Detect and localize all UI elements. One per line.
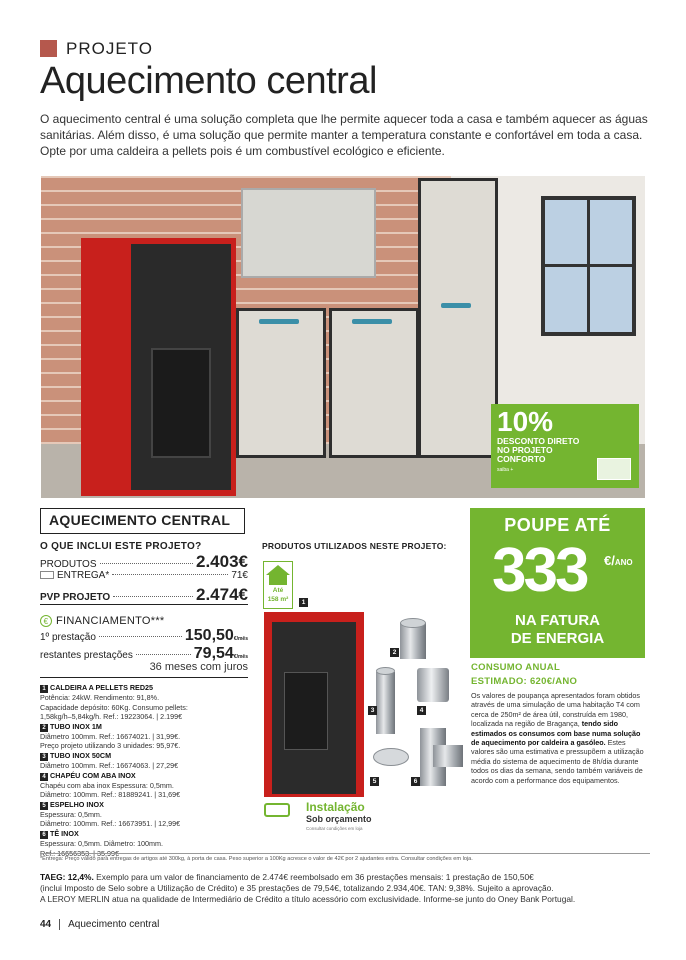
installation-title: Instalação: [306, 800, 365, 814]
spec-line: Diâmetro: 100mm. Ref.: 81889241. | 31,69€: [40, 790, 181, 800]
delivery-row: [40, 570, 248, 581]
savings-bottom: NA FATURA: [515, 612, 600, 629]
spec-number: 4: [40, 773, 48, 781]
spec-line: Diâmetro 100mm. Ref.: 16674021. | 31,99€.: [40, 731, 181, 741]
installation-subtitle: Sob orçamento: [306, 814, 372, 824]
spec-line: Capacidade depósito: 60Kg. Consumo pellets:: [40, 702, 188, 712]
spec-item: [40, 722, 255, 751]
product-number-1: 1: [299, 598, 308, 607]
spec-item: [40, 751, 255, 771]
taeg-rate: TAEG: 12,4%.: [40, 872, 94, 882]
taeg-disclaimer: [40, 872, 650, 905]
annual-consumption: [471, 661, 577, 689]
spec-line: Potência: 24kW. Rendimento: 91,8%.: [40, 693, 160, 702]
product-spec-list: [40, 683, 255, 858]
divider: [40, 677, 248, 678]
intro-line: O aquecimento central é uma solução completa que lhe permite aquecer toda a casa e também aquecer as águas: [40, 112, 648, 126]
consumption-line: ESTIMADO: 620€/ANO: [471, 676, 578, 687]
installments-total: 36 meses com juros: [149, 661, 248, 673]
spec-item: [40, 800, 255, 829]
first-installment-row: [40, 627, 248, 645]
intro-line: Opte por uma caldeira a pellets pois é um combustível ecológico e eficiente.: [40, 144, 445, 158]
spec-line: Diâmetro 100mm. Ref.: 16674063. | 27,29€: [40, 760, 179, 770]
pellet-boiler-photo: [81, 238, 236, 496]
spec-heading: ESPELHO INOX: [50, 799, 104, 809]
delivery-label: ENTREGA*: [57, 570, 110, 581]
savings-top: POUPE ATÉ: [504, 515, 611, 535]
products-used-label: PRODUTOS UTILIZADOS NESTE PROJETO:: [262, 541, 447, 551]
tool-pegboard: [241, 188, 376, 278]
storage-cabinet-tall: [418, 178, 498, 458]
spec-number: 1: [40, 685, 48, 693]
project-title-box: AQUECIMENTO CENTRAL: [40, 508, 245, 534]
first-installment-label: 1º prestação: [40, 632, 96, 643]
area-value: 158 m²: [267, 596, 289, 603]
spec-number: 2: [40, 724, 48, 732]
pellet-boiler-product: [264, 612, 364, 798]
first-installment-value: 150,50: [184, 627, 234, 644]
discount-line: CONFORTO: [497, 454, 546, 464]
taeg-line: Exemplo para um valor de financiamento de 2.474€ reembolsado em 36 prestações mensais: 1 prestação de 150,50€: [96, 872, 534, 882]
page-section: Aquecimento central: [68, 919, 160, 930]
pvp-row: [40, 585, 248, 605]
spec-line: Espessura: 0,5mm. Diâmetro: 100mm.: [40, 838, 164, 848]
spec-heading: TUBO INOX 1M: [50, 721, 102, 731]
discount-line: DESCONTO DIRETO: [497, 436, 580, 446]
spec-heading: TÊ INOX: [50, 828, 79, 838]
savings-box: [470, 508, 645, 658]
page-title: Aquecimento central: [40, 60, 377, 102]
truck-icon: [40, 571, 54, 579]
spec-number: 5: [40, 802, 48, 810]
consumption-line: CONSUMO ANUAL: [471, 662, 561, 673]
financing-heading: [40, 615, 165, 627]
spec-line: 1,58kg/h–5,84kg/h. Ref.: 19223064. | 2.199€: [40, 712, 183, 722]
card-icon: [597, 458, 631, 480]
other-installments-label: restantes prestações: [40, 650, 133, 661]
spec-line: Preço projeto utilizando 3 unidades: 95,97€.: [40, 741, 181, 751]
savings-unit: €/: [604, 553, 615, 568]
pipe-1m: [400, 623, 426, 659]
product-number-2: 2: [390, 648, 399, 657]
savings-bottom: DE ENERGIA: [510, 630, 605, 647]
installment-suffix: €/mês: [233, 654, 248, 660]
products-label: PRODUTOS: [40, 559, 97, 570]
page-number: 44: [40, 919, 52, 930]
spec-item: [40, 683, 255, 722]
discount-line: NO PROJETO: [497, 445, 553, 455]
hero-image: [41, 176, 645, 498]
savings-note: [471, 691, 647, 785]
window: [541, 196, 636, 336]
spec-item: [40, 771, 255, 800]
installment-suffix: €/mês: [233, 636, 248, 642]
delivery-value: 71€: [231, 570, 248, 581]
discount-footer: saiba +: [497, 467, 514, 473]
page-footer: [40, 919, 159, 930]
pvp-label: PVP PROJETO: [40, 592, 111, 603]
taeg-line: A LEROY MERLIN atua na qualidade de Intermediário de Crédito a título acessório com exclusividade. Informe-se junto do Oney Bank Portugal.: [40, 894, 576, 904]
spec-heading: CHAPÉU COM ABA INOX: [50, 770, 136, 780]
intro-text: [40, 111, 650, 159]
spec-line: Espessura: 0,5mm.: [40, 809, 102, 819]
installation-note: Consultar condições em loja: [306, 826, 363, 831]
area-label: Até: [272, 587, 284, 594]
house-icon: [263, 561, 293, 609]
financing-label: FINANCIAMENTO***: [56, 615, 165, 627]
spec-line: Diâmetro: 100mm. Ref.: 16673951. | 12,99€: [40, 819, 181, 829]
discount-percent: 10%: [497, 406, 554, 437]
divider: [40, 604, 248, 605]
product-number-5: 5: [370, 777, 379, 786]
pipe-50cm: [376, 672, 395, 734]
taeg-line: (inclui Imposto de Selo sobre a Utilização de Crédito) e 35 prestações de 79,54€, totalizando 2.934,40€. TAN: 9,38%. Sujeito a aprovação.: [40, 883, 554, 893]
savings-note-text: Os valores de poupança apresentados foram obtidos através de uma simulação de uma habitação T4 com cerca de 250m² de área útil, construída em 1980, localizada na região de Bragança,: [471, 691, 641, 729]
installation-box: [262, 797, 377, 837]
delivery-footnote: *Entrega: Preço válido para entregas de artigos até 300kg, à porta de casa. Peso superior a 100Kg acresce o valor de 42€ por 2 ajudantes extra. Consultar condições em loja.: [40, 853, 650, 862]
includes-label: O QUE INCLUI ESTE PROJETO?: [40, 541, 202, 552]
savings-note-bold: tendo sido estimados os consumos com base numa solução de aquecimento por caldeira a gasóleo.: [471, 719, 641, 748]
rain-cap: [417, 668, 449, 702]
euro-icon: €: [40, 615, 52, 627]
spec-heading: CALDEIRA A PELLETS RED25: [50, 683, 154, 692]
savings-note-text: Estes valores são uma estimativa e pressupõem a utilização média do sistema de aquecimento de 8h/dia durante todos os dias da semana, sendo também variáveis de acordo com a performance dos equipamentos.: [471, 738, 644, 785]
spec-number: 3: [40, 753, 48, 761]
intro-line: sanitárias. Além disso, é uma solução que permite manter a temperatura constante e confortável em toda a casa.: [40, 128, 643, 142]
drill-icon: [264, 803, 290, 817]
storage-cabinet: [329, 308, 419, 458]
discount-badge: [491, 404, 639, 488]
section-marker: [40, 40, 57, 57]
storage-cabinet: [236, 308, 326, 458]
section-label: PROJETO: [66, 39, 153, 58]
products-value: 2.403€: [196, 552, 248, 571]
pvp-value: 2.474€: [196, 585, 248, 604]
product-number-6: 6: [411, 777, 420, 786]
other-installments-value: 79,54: [193, 645, 234, 662]
spec-line: Ref.: 16656353. | 35,99€: [40, 848, 119, 858]
savings-amount: 333: [492, 536, 587, 605]
product-number-3: 3: [368, 706, 377, 715]
wall-rosette: [373, 748, 409, 766]
spec-number: 6: [40, 831, 48, 839]
spec-line: Chapéu com aba inox Espessura: 0,5mm.: [40, 780, 174, 790]
products-row: [40, 552, 248, 572]
spec-heading: TUBO INOX 50CM: [50, 750, 112, 760]
product-number-4: 4: [417, 706, 426, 715]
savings-unit-small: ANO: [614, 558, 633, 567]
